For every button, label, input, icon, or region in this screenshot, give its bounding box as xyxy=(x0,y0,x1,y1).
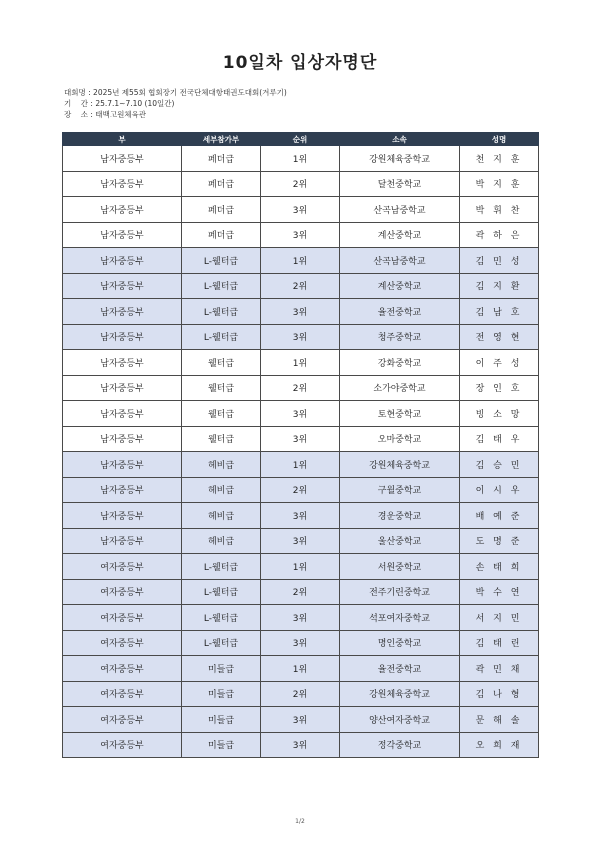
cell-division: 남자중등부 xyxy=(63,197,182,223)
cell-weight: L-웰터급 xyxy=(182,579,261,605)
cell-school: 달천중학교 xyxy=(340,171,460,197)
cell-rank: 1위 xyxy=(261,146,340,172)
cell-school: 율전중학교 xyxy=(340,656,460,682)
table-row xyxy=(63,171,539,197)
table-row xyxy=(63,324,539,350)
cell-rank: 1위 xyxy=(261,350,340,376)
cell-name: 서 지 민 xyxy=(460,605,539,631)
cell-name: 곽 하 은 xyxy=(460,222,539,248)
cell-name: 김 지 환 xyxy=(460,273,539,299)
cell-weight: L-웰터급 xyxy=(182,324,261,350)
cell-name: 장 인 호 xyxy=(460,375,539,401)
cell-rank: 3위 xyxy=(261,630,340,656)
table-row xyxy=(63,222,539,248)
cell-division: 여자중등부 xyxy=(63,681,182,707)
cell-school: 토현중학교 xyxy=(340,401,460,427)
table-row xyxy=(63,528,539,554)
table-row xyxy=(63,579,539,605)
table-row xyxy=(63,375,539,401)
cell-division: 여자중등부 xyxy=(63,554,182,580)
cell-rank: 2위 xyxy=(261,477,340,503)
cell-school: 강원체육중학교 xyxy=(340,681,460,707)
table-row xyxy=(63,146,539,172)
cell-rank: 2위 xyxy=(261,273,340,299)
cell-rank: 3위 xyxy=(261,528,340,554)
venue-value: 태백고원체육관 xyxy=(95,110,147,119)
cell-school: 율전중학교 xyxy=(340,299,460,325)
cell-weight: 웰터급 xyxy=(182,350,261,376)
cell-rank: 2위 xyxy=(261,681,340,707)
cell-rank: 3위 xyxy=(261,299,340,325)
cell-school: 소가야중학교 xyxy=(340,375,460,401)
cell-school: 정각중학교 xyxy=(340,732,460,758)
cell-school: 전주기린중학교 xyxy=(340,579,460,605)
cell-name: 이 주 성 xyxy=(460,350,539,376)
cell-weight: 페더급 xyxy=(182,146,261,172)
header-weight-class: 세부참가부 xyxy=(182,133,261,146)
table-row xyxy=(63,707,539,733)
cell-name: 박 수 연 xyxy=(460,579,539,605)
table-row xyxy=(63,681,539,707)
cell-name: 김 남 호 xyxy=(460,299,539,325)
cell-name: 천 지 훈 xyxy=(460,146,539,172)
cell-school: 양산여자중학교 xyxy=(340,707,460,733)
cell-school: 산곡남중학교 xyxy=(340,248,460,274)
cell-division: 여자중등부 xyxy=(63,656,182,682)
table-row xyxy=(63,605,539,631)
table-row xyxy=(63,452,539,478)
cell-weight: 헤비급 xyxy=(182,503,261,529)
cell-school: 구월중학교 xyxy=(340,477,460,503)
cell-division: 남자중등부 xyxy=(63,426,182,452)
cell-division: 남자중등부 xyxy=(63,503,182,529)
venue-line: 장 소 : 태백고원체육관 xyxy=(64,110,147,119)
cell-weight: 페더급 xyxy=(182,222,261,248)
cell-school: 계산중학교 xyxy=(340,222,460,248)
period-value: 25.7.1~7.10 (10일간) xyxy=(95,99,175,108)
period-label: 기 간 xyxy=(64,99,89,108)
table-row xyxy=(63,248,539,274)
cell-division: 남자중등부 xyxy=(63,273,182,299)
table-row xyxy=(63,732,539,758)
cell-rank: 3위 xyxy=(261,197,340,223)
cell-weight: L-웰터급 xyxy=(182,554,261,580)
cell-division: 남자중등부 xyxy=(63,299,182,325)
cell-weight: 미들급 xyxy=(182,707,261,733)
cell-weight: L-웰터급 xyxy=(182,605,261,631)
cell-weight: L-웰터급 xyxy=(182,630,261,656)
event-label: 대회명 xyxy=(64,88,86,97)
cell-school: 강화중학교 xyxy=(340,350,460,376)
cell-weight: 미들급 xyxy=(182,681,261,707)
cell-rank: 1위 xyxy=(261,452,340,478)
table-row xyxy=(63,656,539,682)
cell-division: 남자중등부 xyxy=(63,375,182,401)
cell-name: 김 승 민 xyxy=(460,452,539,478)
table-row xyxy=(63,477,539,503)
cell-weight: 미들급 xyxy=(182,656,261,682)
cell-school: 강원체육중학교 xyxy=(340,452,460,478)
event-name-line: 대회명 : 2025년 제55회 협회장기 전국단체대항태권도대회(겨루기) xyxy=(64,88,287,97)
table-row xyxy=(63,503,539,529)
cell-weight: 웰터급 xyxy=(182,426,261,452)
cell-name: 박 지 훈 xyxy=(460,171,539,197)
cell-division: 남자중등부 xyxy=(63,401,182,427)
cell-rank: 3위 xyxy=(261,324,340,350)
cell-name: 손 태 희 xyxy=(460,554,539,580)
page-number: 1/2 xyxy=(295,818,305,825)
table-row xyxy=(63,197,539,223)
cell-division: 여자중등부 xyxy=(63,579,182,605)
table-row xyxy=(63,554,539,580)
cell-name: 빙 소 망 xyxy=(460,401,539,427)
cell-name: 김 태 우 xyxy=(460,426,539,452)
cell-name: 김 민 성 xyxy=(460,248,539,274)
cell-name: 곽 민 채 xyxy=(460,656,539,682)
cell-weight: 웰터급 xyxy=(182,375,261,401)
cell-division: 여자중등부 xyxy=(63,630,182,656)
cell-name: 배 예 준 xyxy=(460,503,539,529)
cell-name: 김 태 린 xyxy=(460,630,539,656)
cell-school: 산곡남중학교 xyxy=(340,197,460,223)
cell-weight: 헤비급 xyxy=(182,528,261,554)
cell-rank: 1위 xyxy=(261,248,340,274)
cell-rank: 3위 xyxy=(261,401,340,427)
cell-weight: 헤비급 xyxy=(182,452,261,478)
cell-division: 남자중등부 xyxy=(63,477,182,503)
cell-name: 전 영 현 xyxy=(460,324,539,350)
header-school: 소속 xyxy=(340,133,460,146)
cell-division: 남자중등부 xyxy=(63,350,182,376)
header-rank: 순위 xyxy=(261,133,340,146)
cell-school: 서원중학교 xyxy=(340,554,460,580)
cell-division: 남자중등부 xyxy=(63,528,182,554)
cell-weight: 페더급 xyxy=(182,171,261,197)
cell-division: 남자중등부 xyxy=(63,248,182,274)
table-row xyxy=(63,273,539,299)
cell-name: 문 해 솔 xyxy=(460,707,539,733)
cell-rank: 3위 xyxy=(261,503,340,529)
cell-rank: 3위 xyxy=(261,732,340,758)
cell-school: 청주중학교 xyxy=(340,324,460,350)
cell-school: 강원체육중학교 xyxy=(340,146,460,172)
results-table xyxy=(62,132,539,758)
cell-name: 도 명 준 xyxy=(460,528,539,554)
cell-rank: 1위 xyxy=(261,656,340,682)
cell-rank: 2위 xyxy=(261,171,340,197)
cell-division: 여자중등부 xyxy=(63,732,182,758)
cell-weight: 미들급 xyxy=(182,732,261,758)
table-header-row xyxy=(63,133,539,146)
cell-name: 이 시 우 xyxy=(460,477,539,503)
cell-weight: 웰터급 xyxy=(182,401,261,427)
cell-rank: 2위 xyxy=(261,375,340,401)
cell-weight: 헤비급 xyxy=(182,477,261,503)
cell-division: 남자중등부 xyxy=(63,222,182,248)
header-name: 성명 xyxy=(460,133,539,146)
cell-division: 남자중등부 xyxy=(63,324,182,350)
cell-rank: 3위 xyxy=(261,426,340,452)
table-row xyxy=(63,630,539,656)
event-info xyxy=(64,87,287,120)
cell-rank: 3위 xyxy=(261,605,340,631)
cell-school: 명인중학교 xyxy=(340,630,460,656)
cell-school: 오마중학교 xyxy=(340,426,460,452)
cell-rank: 1위 xyxy=(261,554,340,580)
cell-weight: L-웰터급 xyxy=(182,299,261,325)
table-row xyxy=(63,426,539,452)
venue-label: 장 소 xyxy=(64,110,89,119)
cell-weight: L-웰터급 xyxy=(182,273,261,299)
table-row xyxy=(63,350,539,376)
cell-school: 울산중학교 xyxy=(340,528,460,554)
cell-rank: 3위 xyxy=(261,707,340,733)
table-row xyxy=(63,401,539,427)
cell-rank: 2위 xyxy=(261,579,340,605)
event-value: 2025년 제55회 협회장기 전국단체대항태권도대회(겨루기) xyxy=(93,88,287,97)
cell-division: 남자중등부 xyxy=(63,146,182,172)
cell-division: 여자중등부 xyxy=(63,707,182,733)
header-division: 부 xyxy=(63,133,182,146)
cell-school: 경운중학교 xyxy=(340,503,460,529)
cell-division: 남자중등부 xyxy=(63,171,182,197)
cell-school: 계산중학교 xyxy=(340,273,460,299)
cell-name: 박 휘 찬 xyxy=(460,197,539,223)
cell-division: 여자중등부 xyxy=(63,605,182,631)
cell-name: 김 나 형 xyxy=(460,681,539,707)
cell-weight: L-웰터급 xyxy=(182,248,261,274)
cell-school: 석포여자중학교 xyxy=(340,605,460,631)
table-row xyxy=(63,299,539,325)
cell-name: 오 희 재 xyxy=(460,732,539,758)
period-line: 기 간 : 25.7.1~7.10 (10일간) xyxy=(64,99,175,108)
cell-rank: 3위 xyxy=(261,222,340,248)
cell-division: 남자중등부 xyxy=(63,452,182,478)
page-title: 10일차 입상자명단 xyxy=(222,53,378,73)
cell-weight: 페더급 xyxy=(182,197,261,223)
